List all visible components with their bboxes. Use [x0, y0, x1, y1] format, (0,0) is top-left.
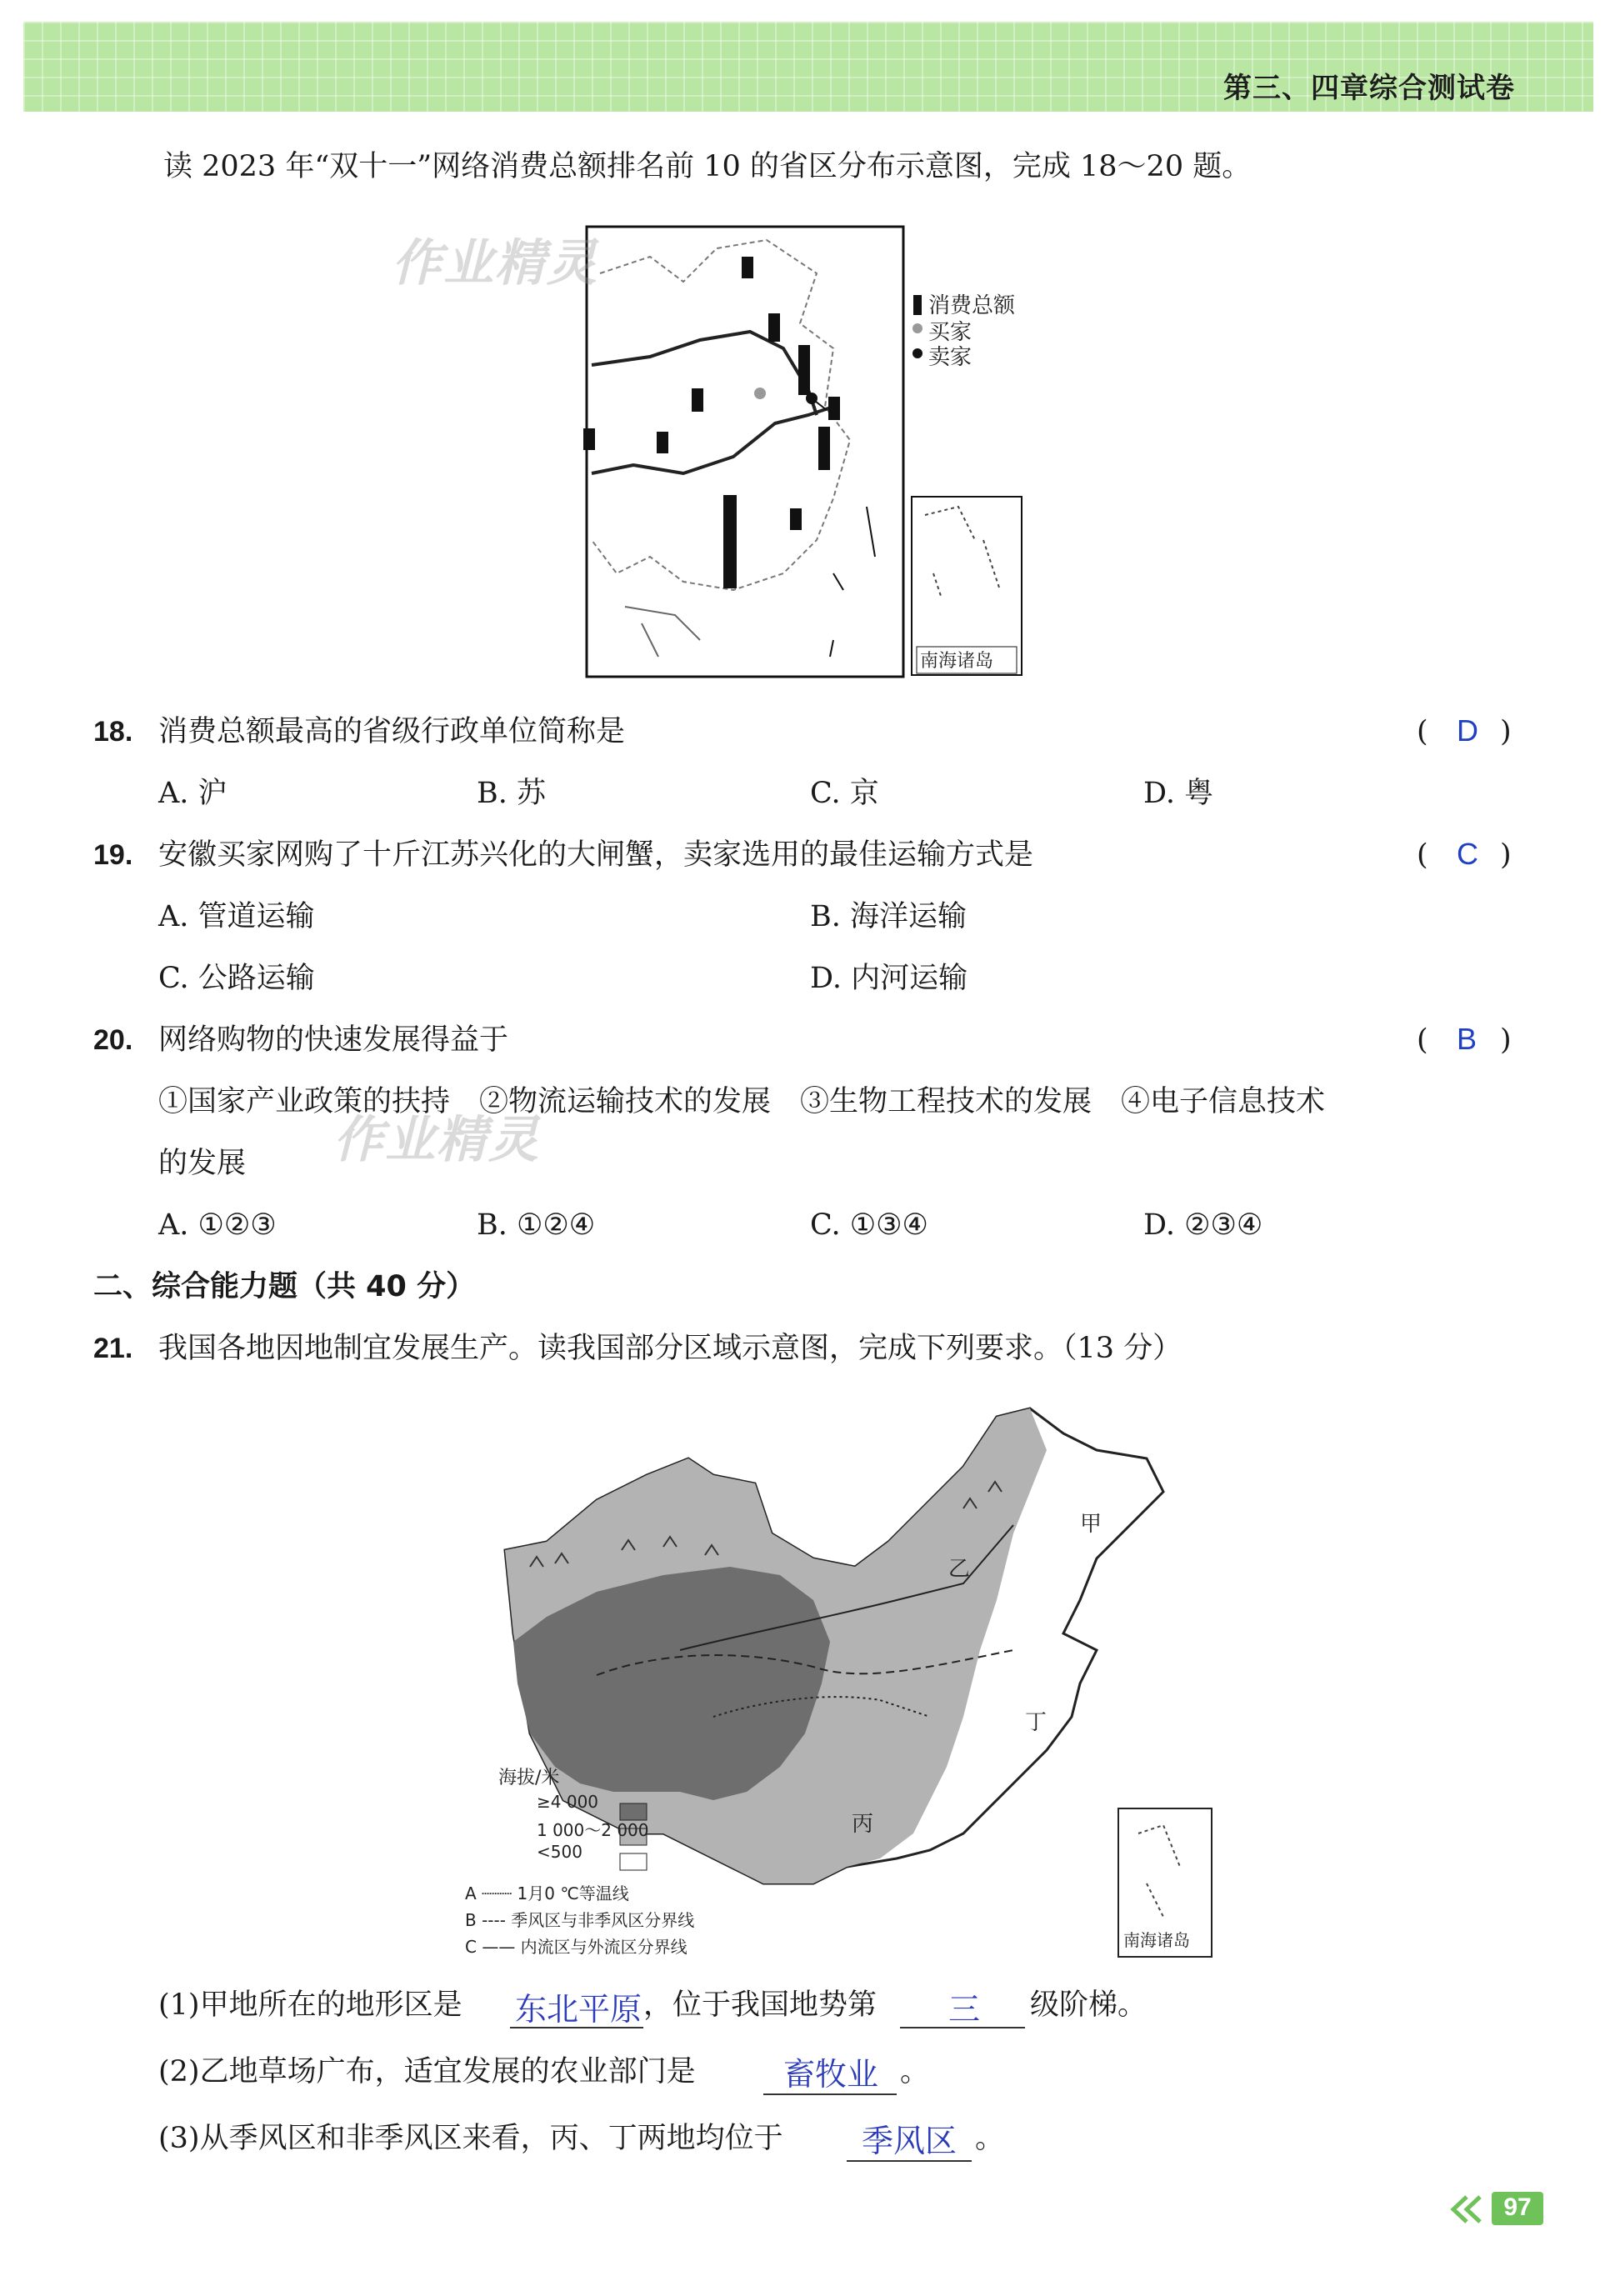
- label-jia: 甲: [1080, 1512, 1102, 1537]
- page-arrow-icon: [1448, 2193, 1490, 2225]
- sub1-answer2: 三: [948, 1991, 981, 2028]
- intro-text: 读 2023 年“双十一”网络消费总额排名前 10 的省区分布示意图，完成 18～20 题。: [163, 150, 1252, 183]
- q18-option-a: A. 沪: [158, 777, 228, 810]
- map1-inset-label: 南海诸岛: [920, 651, 994, 672]
- q18-option-d: D. 粤: [1143, 777, 1214, 810]
- map2-legend-title: 海拔/米: [498, 1768, 560, 1788]
- q19-option-d: D. 内河运输: [810, 962, 968, 995]
- map1-bar: [768, 313, 780, 342]
- q18-paren-close: ): [1500, 715, 1512, 748]
- map2-legend-item-2: 1 000～2 000: [537, 1820, 649, 1840]
- page-number: 97: [1503, 2193, 1532, 2221]
- map1-frame: [587, 227, 903, 677]
- q19-paren-close: ): [1500, 838, 1512, 872]
- q20-option-b: B. ①②④: [477, 1208, 596, 1242]
- q20-number: 20.: [93, 1024, 133, 1056]
- watermark: 作业精灵: [333, 1111, 540, 1169]
- q20-items-line1: ①国家产业政策的扶持 ②物流运输技术的发展 ③生物工程技术的发展 ④电子信息技术: [158, 1085, 1326, 1118]
- sub1-mid: ，位于我国地势第: [643, 1988, 878, 2022]
- q19-option-c: C. 公路运输: [158, 962, 315, 995]
- buyer-dot: [754, 388, 766, 399]
- map1-bar: [742, 257, 753, 278]
- q20-answer: B: [1457, 1022, 1478, 1056]
- q20-items-line2: 的发展: [158, 1147, 247, 1180]
- sub1-answer1: 东北平原: [515, 1991, 642, 2028]
- q18-option-c: C. 京: [810, 777, 879, 810]
- q19-option-b: B. 海洋运输: [810, 900, 967, 933]
- map1-bar: [657, 432, 668, 453]
- legend-total: 消费总额: [928, 293, 1016, 318]
- label-bing: 丙: [852, 1812, 874, 1837]
- section-2-heading: 二、综合能力题（共 40 分）: [93, 1270, 476, 1303]
- legend-bar-icon: [913, 295, 922, 315]
- q19-option-a: A. 管道运输: [158, 900, 315, 933]
- map1-bar: [583, 428, 595, 450]
- map1-bar: [798, 345, 810, 395]
- q19-number: 19.: [93, 839, 133, 871]
- q19-stem: 安徽买家网购了十斤江苏兴化的大闸蟹，卖家选用的最佳运输方式是: [158, 838, 1034, 872]
- q20-paren-open: (: [1417, 1023, 1428, 1057]
- sub1-suffix: 级阶梯。: [1030, 1988, 1148, 2022]
- label-ding: 丁: [1025, 1710, 1048, 1735]
- map2-line-a: A ┈┈┈ 1月0 ℃等温线: [465, 1883, 629, 1903]
- label-yi: 乙: [948, 1557, 971, 1582]
- q20-stem: 网络购物的快速发展得益于: [158, 1023, 509, 1057]
- map1-bar: [828, 397, 840, 420]
- q18-paren-open: (: [1417, 715, 1428, 748]
- map1-bar: [692, 388, 703, 412]
- q19-answer: C: [1457, 837, 1478, 871]
- map2-line-b: B ---- 季风区与非季风区分界线: [465, 1910, 695, 1930]
- map1-bar: [818, 427, 830, 470]
- q18-number: 18.: [93, 716, 133, 748]
- watermark: 作业精灵: [392, 234, 598, 293]
- sub3-suffix: 。: [975, 2122, 1005, 2155]
- map2-legend-item-1: ≥4 000: [537, 1792, 599, 1812]
- legend-seller-icon: [912, 348, 922, 358]
- legend-seller: 卖家: [928, 345, 972, 370]
- map1-bar: [723, 495, 737, 588]
- q18-option-b: B. 苏: [477, 777, 546, 810]
- q20-option-d: D. ②③④: [1143, 1208, 1263, 1242]
- sub2-prefix: (2)乙地草场广布，适宜发展的农业部门是: [158, 2055, 696, 2088]
- page-header-title: 第三、四章综合测试卷: [1223, 72, 1515, 105]
- map2-legend-item-3: <500: [537, 1842, 582, 1862]
- map1-bar: [790, 508, 802, 530]
- map2-line-c: C —— 内流区与外流区分界线: [465, 1937, 688, 1957]
- sub2-answer: 畜牧业: [783, 2056, 879, 2093]
- legend-swatch-500: [620, 1853, 647, 1870]
- sub3-answer: 季风区: [862, 2123, 958, 2159]
- sub3-prefix: (3)从季风区和非季风区来看，丙、丁两地均位于: [158, 2122, 783, 2155]
- sub1-prefix: (1)甲地所在的地形区是: [158, 1988, 462, 2022]
- q21-stem: 我国各地因地制宜发展生产。读我国部分区域示意图，完成下列要求。（13 分）: [158, 1332, 1182, 1365]
- map2-inset-label: 南海诸岛: [1123, 1930, 1190, 1950]
- sub2-suffix: 。: [900, 2055, 930, 2088]
- q18-stem: 消费总额最高的省级行政单位简称是: [158, 715, 626, 748]
- q20-paren-close: ): [1500, 1023, 1512, 1057]
- legend-buyer-icon: [912, 323, 922, 333]
- legend-buyer: 买家: [928, 320, 972, 345]
- q20-option-c: C. ①③④: [810, 1208, 928, 1242]
- q21-number: 21.: [93, 1333, 133, 1364]
- q18-answer: D: [1457, 713, 1478, 748]
- q20-option-a: A. ①②③: [158, 1208, 277, 1242]
- q19-paren-open: (: [1417, 838, 1428, 872]
